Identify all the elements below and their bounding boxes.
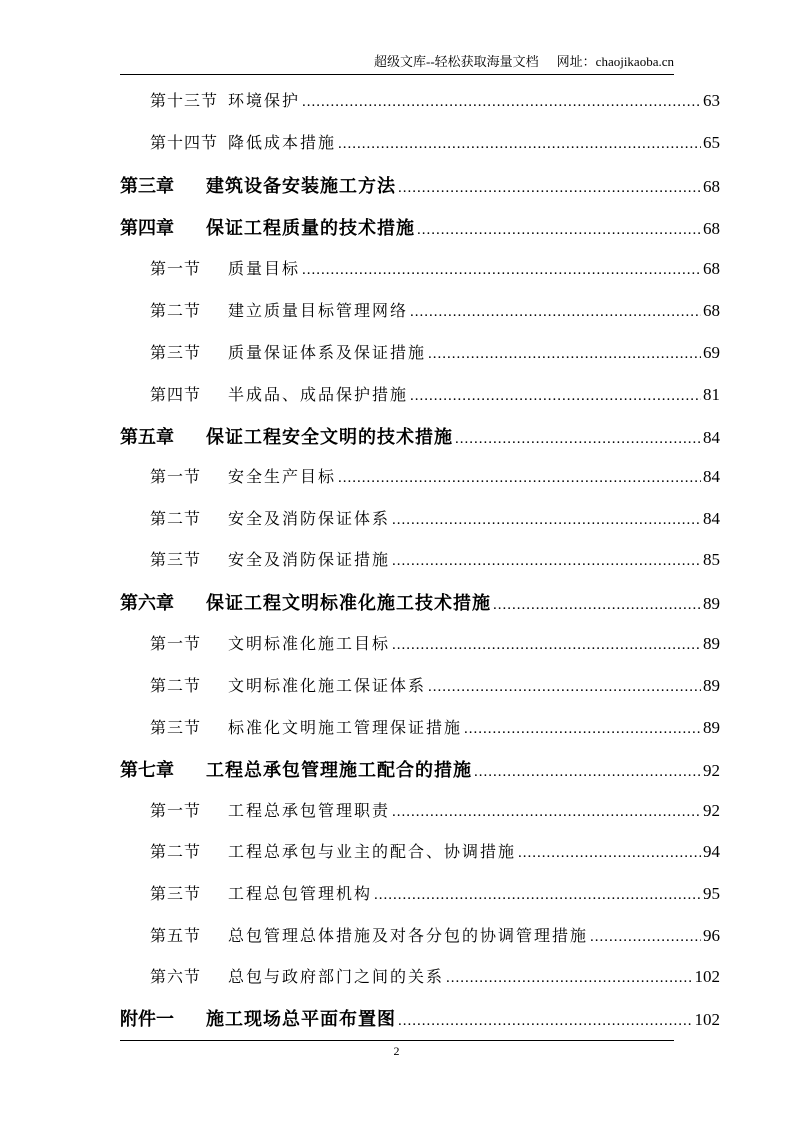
- toc-entry-title: 建筑设备安装施工方法: [206, 176, 396, 197]
- toc-section-entry[interactable]: [150, 340, 720, 363]
- toc-dot-leader: [464, 721, 701, 738]
- toc-entry-page: 68: [703, 219, 720, 238]
- toc-entry-title: 保证工程文明标准化施工技术措施: [206, 593, 491, 614]
- toc-section-entry[interactable]: [150, 464, 720, 487]
- toc-entry-label: 第五节: [150, 926, 202, 945]
- toc-entry-label: 第三节: [150, 884, 202, 903]
- toc-entry-title: 工程总承包与业主的配合、协调措施: [228, 842, 517, 861]
- toc-section-entry[interactable]: [150, 256, 720, 279]
- toc-chapter-entry[interactable]: [120, 756, 720, 782]
- toc-entry-label: 第三章: [120, 176, 174, 197]
- toc-dot-leader: [455, 431, 701, 448]
- toc-entry-page: 89: [703, 676, 720, 695]
- toc-entry-page: 89: [703, 718, 720, 737]
- toc-entry-label: 第四章: [120, 218, 174, 239]
- toc-entry-label: 第二节: [150, 509, 202, 528]
- toc-entry-page: 89: [703, 594, 720, 613]
- toc-entry-label: 第一节: [150, 467, 202, 486]
- toc-entry-title: 安全生产目标: [228, 467, 337, 486]
- page-number: 2: [393, 1044, 400, 1058]
- toc-entry-page: 84: [703, 509, 720, 528]
- toc-section-entry[interactable]: [150, 506, 720, 529]
- toc-entry-page: 65: [703, 133, 720, 152]
- toc-entry-page: 84: [703, 467, 720, 486]
- toc-entry-page: 84: [703, 428, 720, 447]
- toc-entry-page: 92: [703, 801, 720, 820]
- toc-entry-title: 环境保护: [228, 91, 301, 110]
- toc-entry-label: 第七章: [120, 760, 174, 781]
- toc-entry-title: 保证工程安全文明的技术措施: [206, 427, 453, 448]
- toc-dot-leader: [410, 304, 701, 321]
- toc-section-entry[interactable]: [150, 547, 720, 570]
- toc-entry-page: 94: [703, 842, 720, 861]
- toc-dot-leader: [392, 553, 701, 570]
- toc-chapter-entry[interactable]: [120, 423, 720, 449]
- toc-dot-leader: [302, 94, 701, 111]
- toc-dot-leader: [518, 845, 701, 862]
- toc-dot-leader: [392, 637, 701, 654]
- toc-entry-label: 第二节: [150, 676, 202, 695]
- toc-entry-title: 文明标准化施工保证体系: [228, 676, 427, 695]
- toc-dot-leader: [398, 1013, 693, 1030]
- toc-entry-page: 92: [703, 761, 720, 780]
- toc-section-entry[interactable]: [150, 298, 720, 321]
- toc-entry-label: 第六节: [150, 967, 202, 986]
- toc-section-entry[interactable]: [150, 715, 720, 738]
- toc-entry-label: 第一节: [150, 634, 202, 653]
- toc-dot-leader: [417, 222, 701, 239]
- toc-dot-leader: [338, 136, 701, 153]
- toc-chapter-entry[interactable]: [120, 589, 720, 615]
- footer-rule: [120, 1040, 674, 1041]
- toc-dot-leader: [374, 887, 701, 904]
- toc-entry-page: 96: [703, 926, 720, 945]
- toc-section-entry[interactable]: [150, 631, 720, 654]
- toc-dot-leader: [392, 512, 701, 529]
- toc-entry-title: 质量保证体系及保证措施: [228, 343, 427, 362]
- toc-chapter-entry[interactable]: [120, 172, 720, 198]
- toc-entry-label: 第四节: [150, 385, 202, 404]
- toc-dot-leader: [493, 597, 701, 614]
- toc-section-entry[interactable]: [150, 382, 720, 405]
- toc-section-entry[interactable]: [150, 673, 720, 696]
- toc-entry-label: 第六章: [120, 593, 174, 614]
- toc-dot-leader: [590, 929, 701, 946]
- toc-entry-label: 第三节: [150, 343, 202, 362]
- toc-entry-page: 102: [694, 967, 720, 986]
- toc-entry-page: 68: [703, 177, 720, 196]
- toc-entry-page: 69: [703, 343, 720, 362]
- toc-entry-title: 工程总包管理机构: [228, 884, 373, 903]
- page-header: [120, 52, 674, 75]
- toc-chapter-entry[interactable]: [120, 1005, 720, 1031]
- toc-chapter-entry[interactable]: [120, 214, 720, 240]
- toc-entry-page: 63: [703, 91, 720, 110]
- toc-entry-page: 68: [703, 301, 720, 320]
- toc-entry-label: 第十三节: [150, 91, 219, 110]
- toc-entry-title: 保证工程质量的技术措施: [206, 218, 415, 239]
- toc-entry-label: 第一节: [150, 801, 202, 820]
- toc-entry-title: 文明标准化施工目标: [228, 634, 391, 653]
- toc-dot-leader: [398, 180, 701, 197]
- toc-entry-page: 81: [703, 385, 720, 404]
- toc-entry-label: 第五章: [120, 427, 174, 448]
- toc-dot-leader: [446, 970, 692, 987]
- toc-entry-label: 第二节: [150, 842, 202, 861]
- toc-entry-label: 第二节: [150, 301, 202, 320]
- toc-section-entry[interactable]: [150, 798, 720, 821]
- toc-entry-title: 总包管理总体措施及对各分包的协调管理措施: [228, 926, 589, 945]
- toc-entry-title: 总包与政府部门之间的关系: [228, 967, 445, 986]
- toc-dot-leader: [428, 346, 701, 363]
- toc-entry-title: 建立质量目标管理网络: [228, 301, 409, 320]
- toc-entry-title: 施工现场总平面布置图: [206, 1009, 396, 1030]
- toc-section-entry[interactable]: [150, 923, 720, 946]
- header-url: 网址：chaojikaoba.cn: [556, 54, 674, 69]
- toc-dot-leader: [410, 388, 701, 405]
- toc-entry-label: 第十四节: [150, 133, 219, 152]
- toc-entry-page: 102: [694, 1010, 720, 1029]
- toc-dot-leader: [474, 764, 701, 781]
- toc-entry-title: 安全及消防保证体系: [228, 509, 391, 528]
- toc-dot-leader: [428, 679, 701, 696]
- toc-entry-page: 85: [703, 550, 720, 569]
- toc-entry-label: 第三节: [150, 550, 202, 569]
- toc-section-entry[interactable]: [150, 881, 720, 904]
- toc-entry-label: 第一节: [150, 259, 202, 278]
- toc-dot-leader: [302, 262, 701, 279]
- toc-section-entry[interactable]: [150, 964, 720, 987]
- toc-entry-title: 降低成本措施: [228, 133, 337, 152]
- header-site-name: 超级文库--轻松获取海量文档: [374, 54, 539, 69]
- toc-entry-title: 安全及消防保证措施: [228, 550, 391, 569]
- toc-entry-label: 第三节: [150, 718, 202, 737]
- toc-entry-page: 95: [703, 884, 720, 903]
- toc-section-entry[interactable]: [150, 88, 720, 111]
- toc-entry-title: 工程总承包管理职责: [228, 801, 391, 820]
- toc-entry-label: 附件一: [120, 1009, 174, 1030]
- toc-entry-page: 89: [703, 634, 720, 653]
- toc-entry-page: 68: [703, 259, 720, 278]
- toc-dot-leader: [392, 804, 701, 821]
- toc-entry-title: 标准化文明施工管理保证措施: [228, 718, 463, 737]
- toc-section-entry[interactable]: [150, 130, 720, 153]
- toc-section-entry[interactable]: [150, 839, 720, 862]
- toc-dot-leader: [338, 470, 701, 487]
- toc-entry-title: 半成品、成品保护措施: [228, 385, 409, 404]
- toc-entry-title: 质量目标: [228, 259, 301, 278]
- toc-entry-title: 工程总承包管理施工配合的措施: [206, 760, 472, 781]
